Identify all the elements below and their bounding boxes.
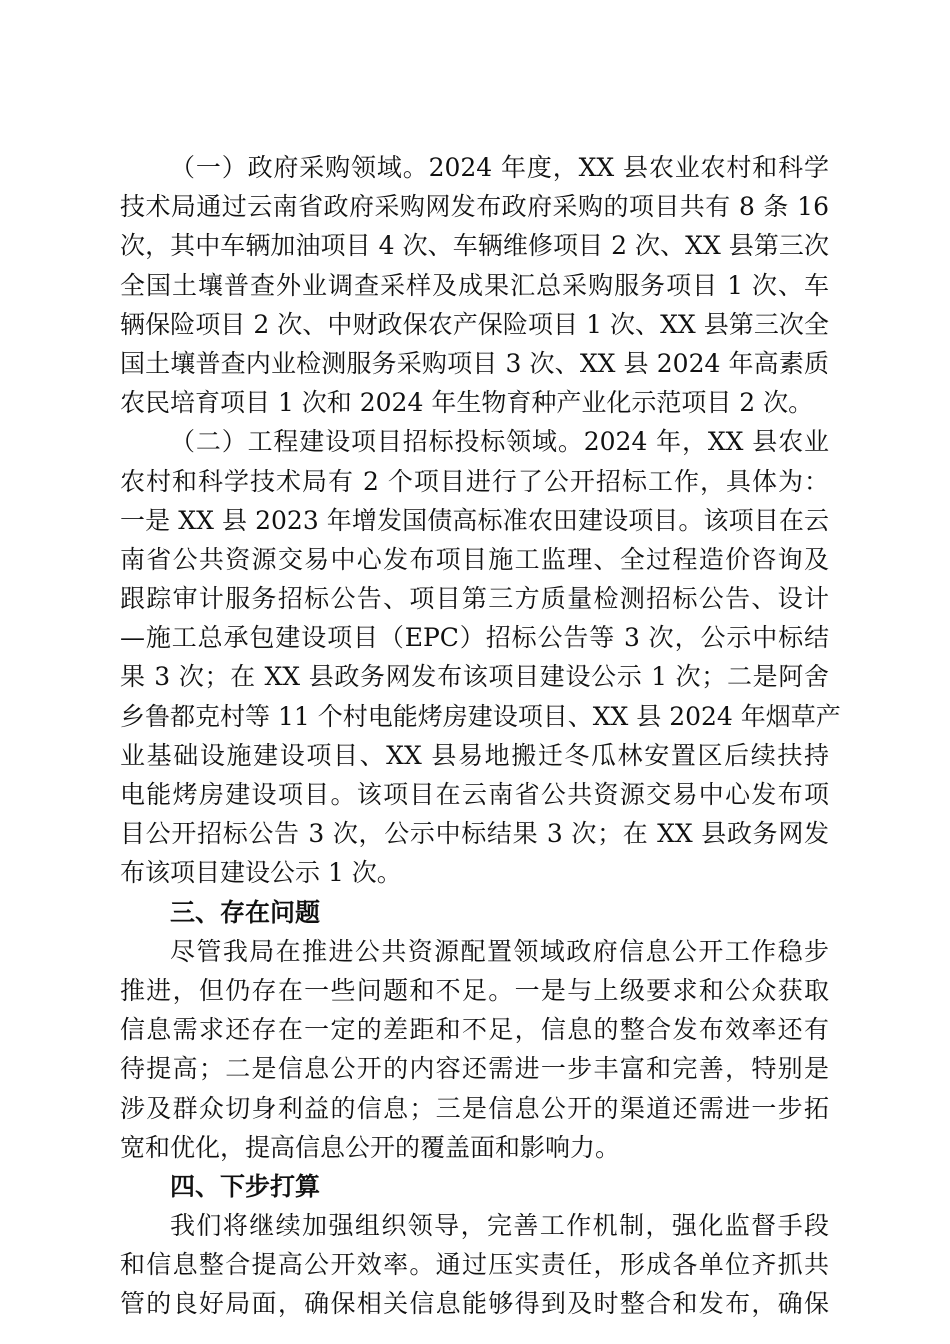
text-line: （二）工程建设项目招标投标领域。2024 年，XX 县农业 [170,427,829,457]
text-line: 宽和优化，提高信息公开的覆盖面和影响力。 [120,1132,621,1162]
section-heading: 四、下步打算 [170,1171,321,1201]
text-line: —施工总承包建设项目（EPC）招标公告等 3 次，公示中标结 [120,623,829,653]
text-line: 辆保险项目 2 次、中财政保农产保险项目 1 次、XX 县第三次全 [120,309,829,339]
text-line: 电能烤房建设项目。该项目在云南省公共资源交易中心发布项 [120,780,829,809]
text-line: 南省公共资源交易中心发布项目施工监理、全过程造价咨询及 [120,544,829,574]
text-line: 推进，但仍存在一些问题和不足。一是与上级要求和公众获取 [120,975,829,1005]
text-line: 乡鲁都克村等 11 个村电能烤房建设项目、XX 县 2024 年烟草产 [120,701,841,731]
text-line: 待提高；二是信息公开的内容还需进一步丰富和完善，特别是 [120,1054,829,1084]
text-line: 信息需求还存在一定的差距和不足，信息的整合发布效率还有 [120,1015,829,1045]
paragraph-problems [120,932,829,1167]
text-line: 和信息整合提高公开效率。通过压实责任，形成各单位齐抓共 [120,1250,829,1280]
section-heading: 三、存在问题 [170,897,321,927]
document-body [120,148,841,1324]
paragraph-bidding [120,422,841,892]
text-line: 农村和科学技术局有 2 个项目进行了公开招标工作，具体为： [120,466,829,496]
text-line: 次，其中车辆加油项目 4 次、车辆维修项目 2 次、XX 县第三次 [120,231,829,261]
text-line: 管的良好局面，确保相关信息能够得到及时整合和发布，确保 [120,1289,829,1319]
text-line: 我们将继续加强组织领导，完善工作机制，强化监督手段 [170,1211,829,1241]
section-heading-next-steps [120,1167,829,1206]
text-line: 跟踪审计服务招标公告、项目第三方质量检测招标公告、设计 [120,584,829,614]
text-line: 目公开招标公告 3 次，公示中标结果 3 次；在 XX 县政务网发 [120,819,829,849]
text-line: 一是 XX 县 2023 年增发国债高标准农田建设项目。该项目在云 [120,505,829,535]
text-line: 技术局通过云南省政府采购网发布政府采购的项目共有 8 条 16 [120,192,829,222]
paragraph-next-steps [120,1206,829,1324]
text-line: 布该项目建设公示 1 次。 [120,858,402,888]
text-line: 农民培育项目 1 次和 2024 年生物育种产业化示范项目 2 次。 [120,388,814,418]
paragraph-government-procurement [120,148,829,422]
text-line: 涉及群众切身利益的信息；三是信息公开的渠道还需进一步拓 [120,1093,829,1123]
text-line: 全国土壤普查外业调查采样及成果汇总采购服务项目 1 次、车 [120,270,829,300]
text-line: 果 3 次；在 XX 县政务网发布该项目建设公示 1 次；二是阿舍 [120,662,829,692]
text-line: （一）政府采购领域。2024 年度，XX 县农业农村和科学 [170,153,829,182]
text-line: 国土壤普查内业检测服务采购项目 3 次、XX 县 2024 年高素质 [120,348,829,378]
text-line: 业基础设施建设项目、XX 县易地搬迁冬瓜林安置区后续扶持 [120,740,829,770]
text-line: 尽管我局在推进公共资源配置领域政府信息公开工作稳步 [170,936,829,966]
section-heading-problems [120,893,829,932]
